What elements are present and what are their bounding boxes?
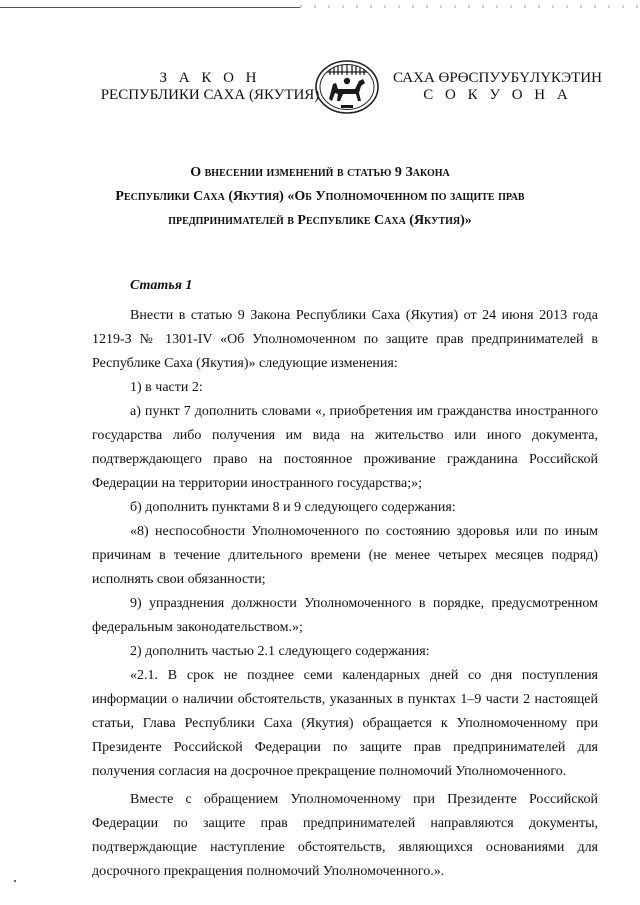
- document-body: [92, 274, 598, 884]
- scan-artifact-dots: [300, 5, 640, 8]
- paragraph-part-2: 1) в части 2:: [130, 380, 203, 395]
- law-title-line2: Республики Саха (Якутия) «Об Уполномоченном по защите прав: [115, 189, 525, 204]
- header-right: [370, 70, 625, 104]
- scan-artifact-dot: [14, 880, 16, 882]
- paragraph-point-9: 9) упразднения должности Уполномоченного в порядке, предусмотренном федеральным законодательством.»;: [92, 596, 598, 635]
- law-title: [90, 161, 550, 233]
- paragraph-documents: Вместе с обращением Уполномоченному при Президенте Российской Федерации по защите прав предпринимателей направляются документы, подтверждающие наступление обстоятельств, являющихся основаниями для досрочного прекращения полномочий Уполномоченного.».: [92, 792, 598, 879]
- paragraph-point-8: «8) неспособности Уполномоченного по состоянию здоровья или по иным причинам в течение длительного времени (не менее четырех месяцев подряд) исполнять свои обязанности;: [92, 524, 598, 587]
- header-right-line1: САХА ӨРӨСПУУБҮЛҮКЭТИН: [393, 70, 602, 86]
- scan-artifact-line: [0, 7, 300, 8]
- header-right-line2: С О К У О Н А: [423, 87, 572, 103]
- law-title-line1: О внесении изменений в статью 9 Закона: [190, 165, 450, 180]
- paragraph-part-2-1: 2) дополнить частью 2.1 следующего содержания:: [130, 644, 430, 659]
- paragraph-item-a: а) пункт 7 дополнить словами «, приобретения им гражданства иностранного государства либо получения им вида на жительство или иного документа, подтверждающего право на постоянное проживание гражданина Российской Федерации на территории иностранного государства;»;: [92, 404, 598, 491]
- header-left-line1: З А К О Н: [159, 70, 261, 86]
- article-heading: Статья 1: [130, 278, 193, 293]
- header-left-line2: РЕСПУБЛИКИ САХА (ЯКУТИЯ): [100, 87, 320, 103]
- law-title-line3: предпринимателей в Республике Саха (Якутия)»: [168, 213, 472, 228]
- paragraph-item-b: б) дополнить пунктами 8 и 9 следующего содержания:: [130, 500, 456, 515]
- paragraph-intro: Внести в статью 9 Закона Республики Саха (Якутия) от 24 июня 2013 года 1219-З № 1301-IV «Об Уполномоченном по защите прав предпринимателей в Республике Саха (Якутия)» следующие изменения:: [92, 308, 598, 371]
- header-left: [90, 70, 330, 104]
- paragraph-2-1-text: «2.1. В срок не позднее семи календарных дней со дня поступления информации о наличии обстоятельств, указанных в пунктах 1–9 части 2 настоящей статьи, Глава Республики Саха (Якутия) обращается к Уполномоченному при Президенте Российской Федерации по защите прав предпринимателей для получения согласия на досрочное прекращение полномочий Уполномоченного.: [92, 668, 598, 779]
